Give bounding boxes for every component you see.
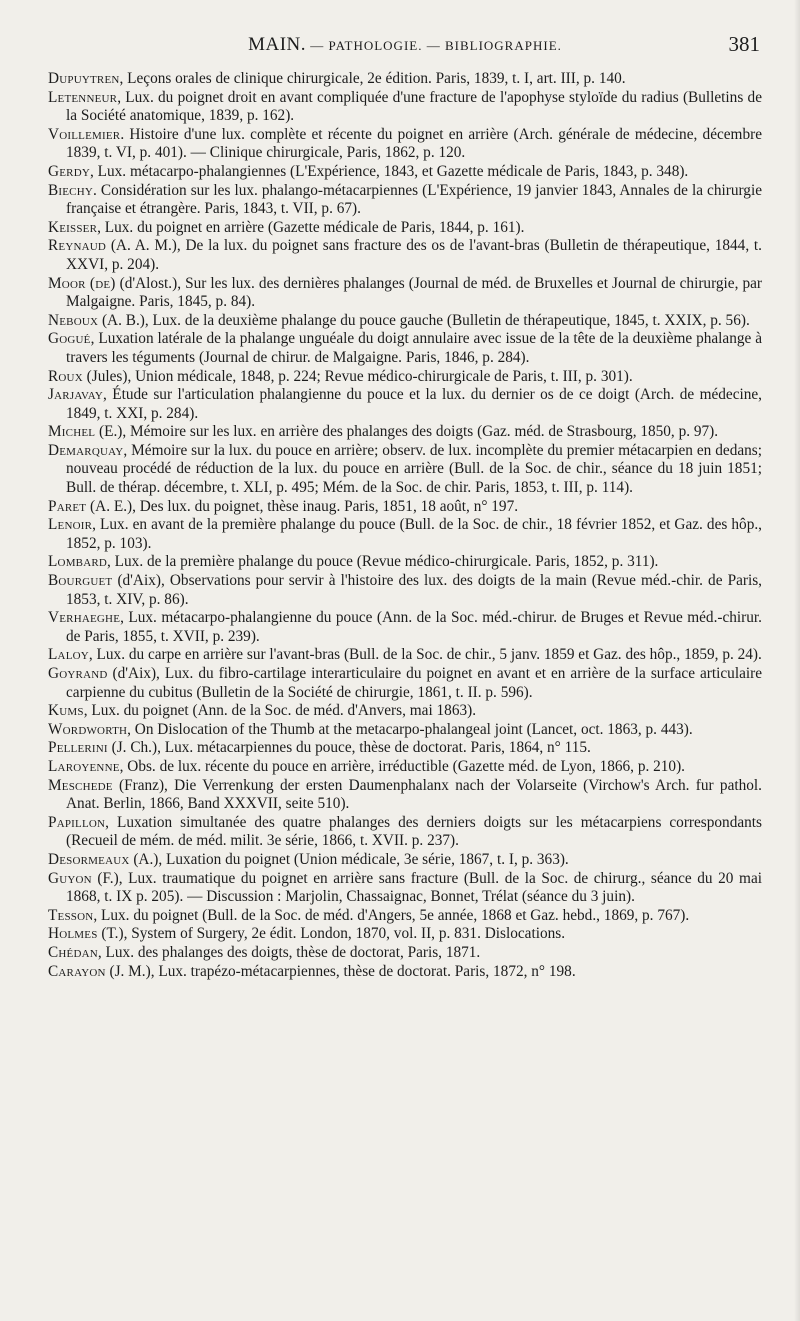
entry-author: Papillon — [48, 813, 106, 831]
entry-author: Wordworth — [48, 720, 128, 738]
entry-author: Moor (de) — [48, 274, 116, 292]
entry-author: Neboux — [48, 311, 99, 329]
entry-text: (T.), System of Surgery, 2e édit. London, 1870, vol. II, p. 831. Dislocations. — [97, 925, 566, 943]
entry-author: Paret — [48, 497, 87, 515]
entry-text: , Lux. métacarpo-phalangiennes (L'Expérience, 1843, et Gazette médicale de Paris, 1843, p. 348). — [90, 162, 689, 180]
entry-author: Kums — [48, 702, 84, 720]
bibliography-entry — [48, 126, 762, 163]
bibliography-entry — [48, 553, 762, 572]
entry-author: Demarquay — [48, 441, 124, 459]
bibliography-entry — [48, 275, 762, 312]
bibliography-entry — [48, 777, 762, 814]
entry-author: Biechy — [48, 181, 94, 199]
bibliography-entry — [48, 758, 762, 777]
entry-author: Pellerini — [48, 739, 108, 757]
entry-author: Bourguet — [48, 572, 113, 590]
entry-text: (E.), Mémoire sur les lux. en arrière des phalanges des doigts (Gaz. méd. de Strasbourg, 1850, p. 97). — [95, 423, 719, 441]
entry-text: , Lux. du poignet droit en avant compliquée d'une fracture de l'apophyse styloïde du radius (Bulletins de la Société anatomique, 1839, p. 162). — [66, 88, 762, 125]
entry-author: Roux — [48, 367, 83, 385]
bibliography-entry — [48, 702, 762, 721]
bibliography-entry — [48, 368, 762, 387]
entry-text: , Lux. du poignet (Ann. de la Soc. de méd. d'Anvers, mai 1863). — [83, 702, 477, 720]
entry-text: , Luxation latérale de la phalange unguéale du doigt annulaire avec issue de la tête de la deuxième phalange à travers les téguments (Journal de chirur. de Malgaigne. Paris, 1846, p. 284). — [66, 330, 762, 366]
bibliography-entry — [48, 739, 762, 758]
entry-text: , Lux. en avant de la première phalange du pouce (Bull. de la Soc. de chir., 18 février 1852, et Gaz. des hôp., 1852, p. 103). — [66, 516, 762, 552]
entry-text: , Mémoire sur la lux. du pouce en arrière; observ. de lux. incomplète du premier métacarpien en dedans; nouveau procédé de réduction de la lux. du pouce en arrière (Bull. de la Soc. de chir., séance du 18 juin 1851; Bull. de thérap. décembre, t. XLI, p. 495; Mém. de la Soc. de chir. Paris, 1853, t. III, p. 114). — [66, 441, 762, 497]
entry-author: Jarjavay — [48, 386, 104, 404]
header-title-main: MAIN. — [248, 34, 307, 55]
bibliography-entry — [48, 312, 762, 331]
bibliography-entry — [48, 963, 762, 982]
entry-author: Laloy — [48, 646, 89, 664]
bibliography-entry — [48, 665, 762, 702]
entry-author: Michel — [48, 423, 96, 441]
bibliography-entry — [48, 182, 762, 219]
entry-author: Dupuytren — [48, 70, 120, 87]
bibliography-entry — [48, 814, 762, 851]
bibliography-entry — [48, 944, 762, 963]
entry-text: (A. B.), Lux. de la deuxième phalange du pouce gauche (Bulletin de thérapeutique, 1845, t. XXIX, p. 56). — [98, 311, 750, 329]
entry-text: (Jules), Union médicale, 1848, p. 224; Revue médico-chirurgicale de Paris, t. III, p. 301). — [82, 367, 633, 385]
bibliography-entry — [48, 386, 762, 423]
bibliography-entry — [48, 237, 762, 274]
entry-author: Lenoir — [48, 516, 93, 534]
entry-text: (d'Aix), Lux. du fibro-cartilage interarticulaire du poignet en avant et en arrière de la surface articulaire carpienne du cubitus (Bulletin de la Société de chirurgie, 1861, t. II. p. 596). — [66, 665, 762, 701]
entry-text: , Leçons orales de clinique chirurgicale, 2e édition. Paris, 1839, t. I, art. III, p. 140. — [119, 70, 626, 87]
bibliography-entry — [48, 89, 762, 126]
entry-text: , Lux. métacarpo-phalangienne du pouce (Ann. de la Soc. méd.-chirur. de Bruges et Revue méd.-chirur. de Paris, 1855, t. XVII, p. 239). — [66, 609, 762, 645]
bibliography-entry — [48, 442, 762, 498]
entry-text: , Étude sur l'articulation phalangienne du pouce et la lux. du dernier os de ce doigt (Arch. de médecine, 1849, t. XXI, p. 284). — [66, 386, 762, 422]
entry-author: Carayon — [48, 962, 106, 980]
bibliography-entry — [48, 851, 762, 870]
entry-author: Desormeaux — [48, 850, 130, 868]
entry-text: , Obs. de lux. récente du pouce en arrière, irréductible (Gazette méd. de Lyon, 1866, p. 210). — [119, 757, 685, 775]
bibliography-entry — [48, 925, 762, 944]
entry-text: , Luxation simultanée des quatre phalanges des derniers doigts sur les métacarpiens correspondants (Recueil de mém. de méd. milit. 3e série, 1866, t. XVII. p. 237). — [66, 813, 762, 850]
entry-text: (F.), Lux. traumatique du poignet en arrière sans fracture (Bull. de la Soc. de chirurg., séance du 20 mai 1868, t. IX p. 205). — Discussion : Marjolin, Chassaignac, Bonnet, Trélat (séance du 3 juin). — [66, 869, 762, 906]
entry-author: Voillemier — [48, 125, 121, 143]
bibliography-entry — [48, 646, 762, 665]
bibliography-entry — [48, 219, 762, 238]
entry-text: , Lux. des phalanges des doigts, thèse de doctorat, Paris, 1871. — [97, 943, 481, 961]
entry-text: (A. A. M.), De la lux. du poignet sans fracture des os de l'avant-bras (Bulletin de thérapeutique, 1844, t. XXVI, p. 204). — [66, 237, 762, 273]
bibliography-entry — [48, 907, 762, 926]
bibliography-entry — [48, 609, 762, 646]
bibliography-entry — [48, 163, 762, 182]
entry-text: , Lux. de la première phalange du pouce (Revue médico-chirurgicale. Paris, 1852, p. 311). — [107, 553, 659, 571]
entry-author: Holmes — [48, 925, 98, 943]
entry-text: , Lux. du carpe en arrière sur l'avant-bras (Bull. de la Soc. de chir., 5 janv. 1859 et Gaz. des hôp., 1859, p. 24). — [88, 646, 762, 664]
entry-author: Goyrand — [48, 665, 108, 682]
entry-text: . Considération sur les lux. phalango-métacarpiennes (L'Expérience, 19 janvier 1843, Annales de la chirurgie française et étrangère. Paris, 1843, t. VII, p. 67). — [66, 181, 762, 218]
entry-author: Guyon — [48, 869, 92, 887]
bibliography-entry — [48, 498, 762, 517]
entry-text: (A. E.), Des lux. du poignet, thèse inaug. Paris, 1851, 18 août, n° 197. — [86, 497, 519, 515]
page-number: 381 — [728, 32, 760, 56]
scan-edge-shadow — [794, 0, 800, 1321]
entry-author: Gerdy — [48, 162, 90, 180]
entry-text: , Lux. du poignet (Bull. de la Soc. de méd. d'Angers, 5e année, 1868 et Gaz. hebd., 1869, p. 767). — [93, 906, 690, 924]
bibliography-entry — [48, 70, 762, 89]
bibliography-list — [48, 70, 762, 981]
entry-text: (d'Aix), Observations pour servir à l'histoire des lux. des doigts de la main (Revue méd.-chir. de Paris, 1853, t. XIV, p. 86). — [66, 572, 762, 608]
entry-author: Gogué — [48, 330, 91, 348]
entry-author: Tesson — [48, 906, 94, 924]
bibliography-entry — [48, 330, 762, 367]
entry-text: , Lux. du poignet en arrière (Gazette médicale de Paris, 1844, p. 161). — [97, 218, 525, 236]
bibliography-entry — [48, 516, 762, 553]
header-title-rest: — PATHOLOGIE. — BIBLIOGRAPHIE. — [306, 38, 562, 53]
entry-text: , On Dislocation of the Thumb at the metacarpo-phalangeal joint (Lancet, oct. 1863, p. 443). — [127, 720, 693, 738]
entry-text: (Franz), Die Verrenkung der ersten Daumenphalanx nach der Volarseite (Virchow's Arch. fur pathol. Anat. Berlin, 1866, Band XXXVII, seite 510). — [66, 776, 762, 813]
entry-text: (J. M.), Lux. trapézo-métacarpiennes, thèse de doctorat. Paris, 1872, n° 198. — [105, 962, 576, 980]
entry-author: Verhaeghe — [48, 609, 121, 627]
entry-author: Lombard — [48, 553, 108, 571]
bibliography-entry — [48, 572, 762, 609]
entry-author: Keisser — [48, 218, 98, 236]
header-title — [48, 34, 762, 56]
entry-author: Laroyenne — [48, 757, 120, 775]
entry-text: . Histoire d'une lux. complète et récente du poignet en arrière (Arch. générale de médecine, décembre 1839, t. VI, p. 401). — Clinique chirurgicale, Paris, 1862, p. 120. — [66, 125, 762, 162]
bibliography-entry — [48, 721, 762, 740]
running-header — [48, 32, 762, 70]
entry-author: Meschede — [48, 776, 113, 794]
entry-text: (d'Alost.), Sur les lux. des dernières phalanges (Journal de méd. de Bruxelles et Journal de chirurgie, par Malgaigne. Paris, 1845, p. 84). — [66, 274, 762, 311]
entry-author: Chédan — [48, 943, 98, 961]
entry-text: (J. Ch.), Lux. métacarpiennes du pouce, thèse de doctorat. Paris, 1864, n° 115. — [107, 739, 591, 757]
bibliography-entry — [48, 423, 762, 442]
entry-author: Letenneur — [48, 88, 118, 106]
entry-text: (A.), Luxation du poignet (Union médicale, 3e série, 1867, t. I, p. 363). — [129, 850, 569, 868]
bibliography-entry — [48, 870, 762, 907]
entry-author: Reynaud — [48, 237, 107, 255]
